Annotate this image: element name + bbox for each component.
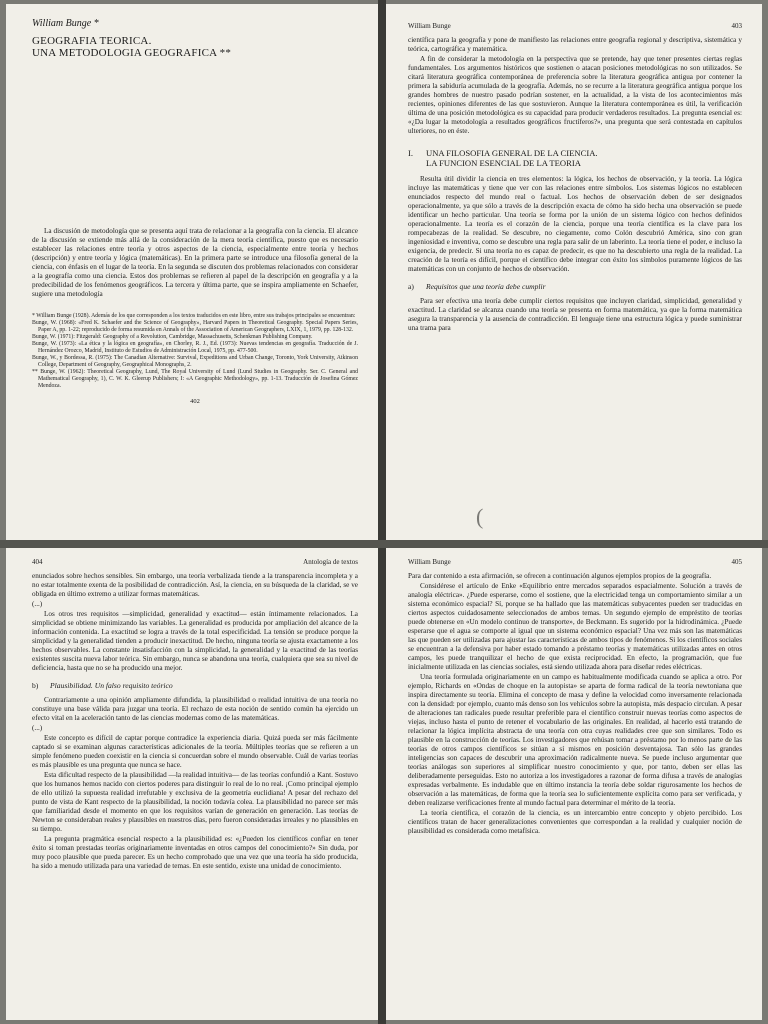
article-title-line-1: GEOGRAFIA TEORICA. [32,35,152,47]
paragraph: Una teoría formulada originariamente en un campo es habitualmente modificada cuando se aplica a otro. Por ejemplo, Richards en «Ondas de choque en la autopista» se aparta de forma radical de la teoría newtoniana que inspira directamente su teoría. Elimina el concepto de masa y define la velocidad como inversamente relacionada con la densidad: por ejemplo, cuanto más denso son los vehículos sobre la autopista, más despacio circulan. A pesar de alteraciones tan radicales puede resultar preferible para el científico construir nuevas teorías como aspectos de viejas, incluso hasta el punto de retener el vocabulario de las originales. En realidad, al hacerlo está tratando de relacionar la lógica implícita abstracta de una teoría con otra cuyas realidades cree que son similares. Todo es plausible en la construcción de teorías. Los investigadores que rehúsan tomar a préstamo por lo menos parte de las teorías de otros campos científicos se sitúan a sí mismos en posición desventajosa. Tan sólo las grandes inteligencias son capaces de descubrir una aproximación radicalmente nueva. Se puede incluso argumentar que teorías análogas son superiores al simplificar nuestro conocimiento y que, por tanto, deben ser ellas las deliberadamente perseguidas. Esto no autoriza a los investigadores a razonar de forma difusa a través de analogías expresadas verbalmente. Es indudable que en último instancia la teoría debe soldar rigurosamente los hechos de observación a las matemáticas, de forma que la teoría sea lo suficientemente explícita como para ser verificada, y deben realizarse verificaciones frente al mundo factual para determinar el mérito de la teoría. [408,673,742,807]
page-number: 404 [32,558,43,566]
scan-mark: ( [476,504,484,529]
blank-space [32,59,358,227]
page-403 [386,4,762,540]
subsection-heading [408,282,742,291]
footnotes [32,313,358,390]
section-heading [408,148,742,168]
subsection-heading [32,681,358,690]
page-number: 403 [731,22,742,30]
running-author: William Bunge [408,22,451,30]
paragraph: Considérese el artículo de Enke «Equilibrio entre mercados separados espacialmente. Solución a través de analogía eléctrica». ¿Puede esperarse, como el sostiene, que la electricidad tenga un comportamiento similar a un sistema económico espacial? Sí, porque se ha hallado que las matemáticas subyacentes pueden ser traducidas en ciertos aspectos cuidadosamente seleccionados de ambos temas. Un segundo ejemplo de empréstito de teorías puede obtenerse en «Un modelo continuo de transporte», de Beckmann. Es sugerido por la hidrodinámica. ¿Puede esperarse que el agua se comporte al igual que un sistema económico espacial? Una vez más son las matemáticas las que pueden ser utilizadas para ajustar las características de ambos tipos de fenómenos. Si los científicos sociales se encuentran a la defensiva por haber estado tomando a préstamo teorías y matemáticas utilizadas antes en otros campos, les puede tranquilizar el hecho de que exista reciprocidad. En efecto, la programación, que fue inicialmente utilizada en las ciencias sociales, está siendo utilizada ahora para diseñar redes eléctricas. [408,582,742,671]
footnote: ** Bunge, W. (1962): Theoretical Geography, Lund, The Royal University of Lund (Lund Studies in Geography. Ser. C. General and Mathematical Geography, 1), C. W. K. Gleerup Publishers; I: «A Geographic Methodology», pp. 1-13. Traducción de Josefina Gómez Mendoza. [32,369,358,389]
paragraph: Resulta útil dividir la ciencia en tres elementos: la lógica, los hechos de observación, y la teoría. La lógica incluye las matemáticas y tiene que ver con las relaciones entre símbolos. Los sistemas lógicos no establecen enunciados respecto del mundo real o factual. Los hechos de observación deben de ser designados operacionalmente, ya que sólo a través de la descripción exacta de cómo ha sido hecha una observación se puede identificar un hecho particular. Una teoría se forma por la unión de un sistema lógico con hechos definidos operacionalmente. La teoría es el corazón de la ciencia, porque una teoría científica es la clave para los rompecabezas de la realidad. Se descubre, no ciegamente, como Colón descubrió América, sino con gran ingeniosidad e inventiva, como se descubre una regla para salir de un laberinto. La teoría tiene el poder, e incluso la exigencia, de predecir. Si una teoría no es capaz de predecir, es que no ha descubierto una regla de la realidad. La creación de la teoría es difícil, porque el científico debe integrar con éxito los símbolos puramente lógicos de las matemáticas con un conjunto de hechos de observación. [408,175,742,273]
footnote: Bunge, W., y Bordessa, R. (1975): The Canadian Alternative: Survival, Expeditions and Urban Change, Toronto, York University, Atkinson College, Department of Geography, Geographical Monographs, 2. [32,355,358,368]
subsection-title: Plausibilidad. Un falso requisito teórico [50,681,173,690]
page-404 [6,548,378,1020]
page-number: 402 [190,398,200,405]
page-number: 405 [731,558,742,566]
section-title-line-2: LA FUNCION ESENCIAL DE LA TEORIA [426,158,581,168]
section-number: I. [408,148,414,158]
paragraph: A fin de considerar la metodología en la perspectiva que se pretende, hay que tener presentes ciertas reglas fundamentales. Los argumentos históricos que sostienen o atacan posiciones metodológicas no son utilizados. Se citará literatura geográfica contemporánea de preferencia sobre la literatura geográfica antigua por contener la primera la sabiduría acumulada de la geografía. Además, no se recurre a la literatura geográfica antigua porque los grandes hombres de nuestro pasado podrían sostener, en la actualidad, a la vista de los acontecimientos más recientes, opiniones diferentes de las que sostuvieron. Aunque la literatura contemporánea es útil, la verificación última de una posición metodológica es su capacidad para producir verdaderos resultados. La pregunta esencial es: «¿Da lugar la metodología a resultados geográficos fructíferos?», una pregunta que será contestada en capítulos ulteriores, no en éste. [408,55,742,135]
running-author: William Bunge [408,558,451,566]
footnote: Bunge, W. (1973): «La ética y la lógica en geografía», en Chorley, R. J., Ed. (1973): Nuevas tendencias en geografía. Traducción de J. Hernández Orozco, Madrid, Instituto de Estudios de Administración Local, 1975, pp. 477-500. [32,341,358,354]
footnote: Bunge, W. (1971): Fitzgerald: Geography of a Revolution, Cambridge, Massachusetts, Schenkman Publishing Company. [32,334,313,340]
paragraph: La teoría científica, el corazón de la ciencia, es un intercambio entre concepto y objeto percibido. Los científicos tratan de hacer generalizaciones convenientes que correspondan a la realidad y cualquier noción de plausibilidad es considerada como metafísica. [408,809,742,835]
footnote: * William Bunge (1928). Además de los que corresponden a los textos traducidos en este libro, entre sus trabajos principales se encuentran: [32,313,356,319]
subsection-label: b) [32,681,39,690]
article-title-line-2: UNA METODOLOGIA GEOGRAFICA ** [32,47,232,59]
paragraph: Contrariamente a una opinión ampliamente difundida, la plausibilidad o realidad intuitiva de una teoría no constituye una base válida para juzgar una teoría. El rechazo de esta noción de sentido común ha ejercido un efecto vital en la aceleración tanto de las ciencias modernas como de las matemáticas. [32,696,358,722]
paragraph: Este concepto es difícil de captar porque contradice la experiencia diaria. Quizá pueda ser más fácilmente captado si se examinan algunas características adicionales de la teoría. Múltiples teorías que se refieren a un simple fenómeno pueden coexistir en la ciencia si concuerdan sobre el mundo observable. Cuál de varias teorías es más plausible es una pregunta que nunca se hace. [32,734,358,769]
running-title: Antología de textos [303,558,358,566]
paragraph: La pregunta pragmática esencial respecto a la plausibilidad es: «¿Pueden los científicos confiar en tener éxito si toman prestadas teorías originariamente inventadas en otros campos del conocimiento?» Sin duda, por muy poco plausible que pueda parecer. Es un hecho comprobado que una vez que una teoría ha sido producida, ha sido a menudo utilizada para una variedad de temas. En este sentido, existe una unidad de conocimiento. [32,835,358,870]
paragraph: Para dar contenido a esta afirmación, se ofrecen a continuación algunos ejemplos propios de la geografía. [408,572,712,580]
book-gutter [378,0,386,1024]
abstract-paragraph: La discusión de metodología que se presenta aquí trata de relacionar a la geografía con la ciencia. El alcance de la discusión se extiende más allá de la consideración de la mera teoría científica, puesto que es necesario establecer las relaciones entre teoría y otros aspectos de la ciencia, especialmente entre teoría y hechos (descripción) y entre teoría y lógica (matemáticas). En la primera parte se introduce una filosofía general de la ciencia, con énfasis en el lugar de la teoría. En la segunda se discuten dos problemas relacionados con considerar a la geografía como una ciencia. Estos dos problemas se refieren al papel de la descripción en geografía y a la predecibilidad de los fenómenos geográficos. La tercera y última parte, que se inspira ampliamente en Schaefer, sugiere una metodología [32,227,358,298]
subsection-title: Requisitos que una teoría debe cumplir [426,282,546,291]
paragraph: Los otros tres requisitos —simplicidad, generalidad y exactitud— están íntimamente relacionados. La simplicidad se obtiene minimizando las variables. La generalidad es producida por ampliación del alcance de la información contenida. La exactitud se logra a través de la total especificidad. La tensión se produce porque la simplicidad y la generalidad tienden a producir inexactitud. De hecho, ninguna teoría se ajusta exactamente a los hechos observables. La constante insatisfacción con la simplicidad, la generalidad y la exactitud de las teorías existentes suscita nueva labor teórica. Sin embargo, nunca se abandona una teoría, cualquiera que sea su nivel de deficiencia, hasta que no se ha producido una mejor. [32,610,358,672]
footnote: Bunge, W. (1968): «Fred K. Schaefer and the Science of Geography», Harvard Papers in Theoretical Geography. Special Papers Series, Paper A, pp. 1-22; reproducido de forma resumida en Annals of the Association of American Geographers, LXIX, 1, 1979, pp. 128-132. [32,320,358,333]
paragraph: científica para la geografía y pone de manifiesto las relaciones entre geografía regional y descriptiva, sistemática y teórica, cartográfica y matemática. [408,36,742,53]
paragraph: Para ser efectiva una teoría debe cumplir ciertos requisitos que incluyen claridad, simplicidad, generalidad y exactitud. La claridad se alcanza cuando una teoría se presenta en forma matemática, ya que la forma matemática asegura la transparencia y la ausencia de contradicción. El lenguaje tiene una estructura lógica y puede suministrar una trama para [408,297,742,332]
ellipsis: (...) [32,600,43,608]
paragraph: Esta dificultad respecto de la plausibilidad —la realidad intuitiva— de las teorías confundió a Kant. Sostuvo que los humanos hemos nacido con ciertos poderes para distinguir lo real de lo no real. ¡Como principal ejemplo de ello utilizó la supuesta realidad irrefutable y exclusiva de la geometría euclidiana! A pesar del rechazo del punto de vista de Kant respecto de la plausibilidad, la noción todavía colea. La plausibilidad no parece ser más que familiaridad desde el momento en que los requisitos varían de generación en generación. Las teorías de Newton se consideraban reales y plausibles en nuestros días, pero fueron consideradas irreales y no plausibles en su tiempo. [32,771,358,833]
scan-divider [0,540,768,548]
page-405 [386,548,762,1020]
author-name: William Bunge * [32,18,99,29]
ellipsis: (...) [32,724,43,732]
running-header [408,22,742,30]
running-header [408,558,742,566]
running-header [32,558,358,566]
page-402 [6,4,378,540]
subsection-label: a) [408,282,414,291]
paragraph: enunciados sobre hechos sensibles. Sin embargo, una teoría verbalizada tiende a la transparencia incompleta y a no estar totalmente exenta de la posibilidad de contradicción. Así, la ciencia, en su búsqueda de la claridad, se ve obligada en último extremo a utilizar formas matemáticas. [32,572,358,598]
section-title-line-1: UNA FILOSOFIA GENERAL DE LA CIENCIA. [426,148,598,158]
